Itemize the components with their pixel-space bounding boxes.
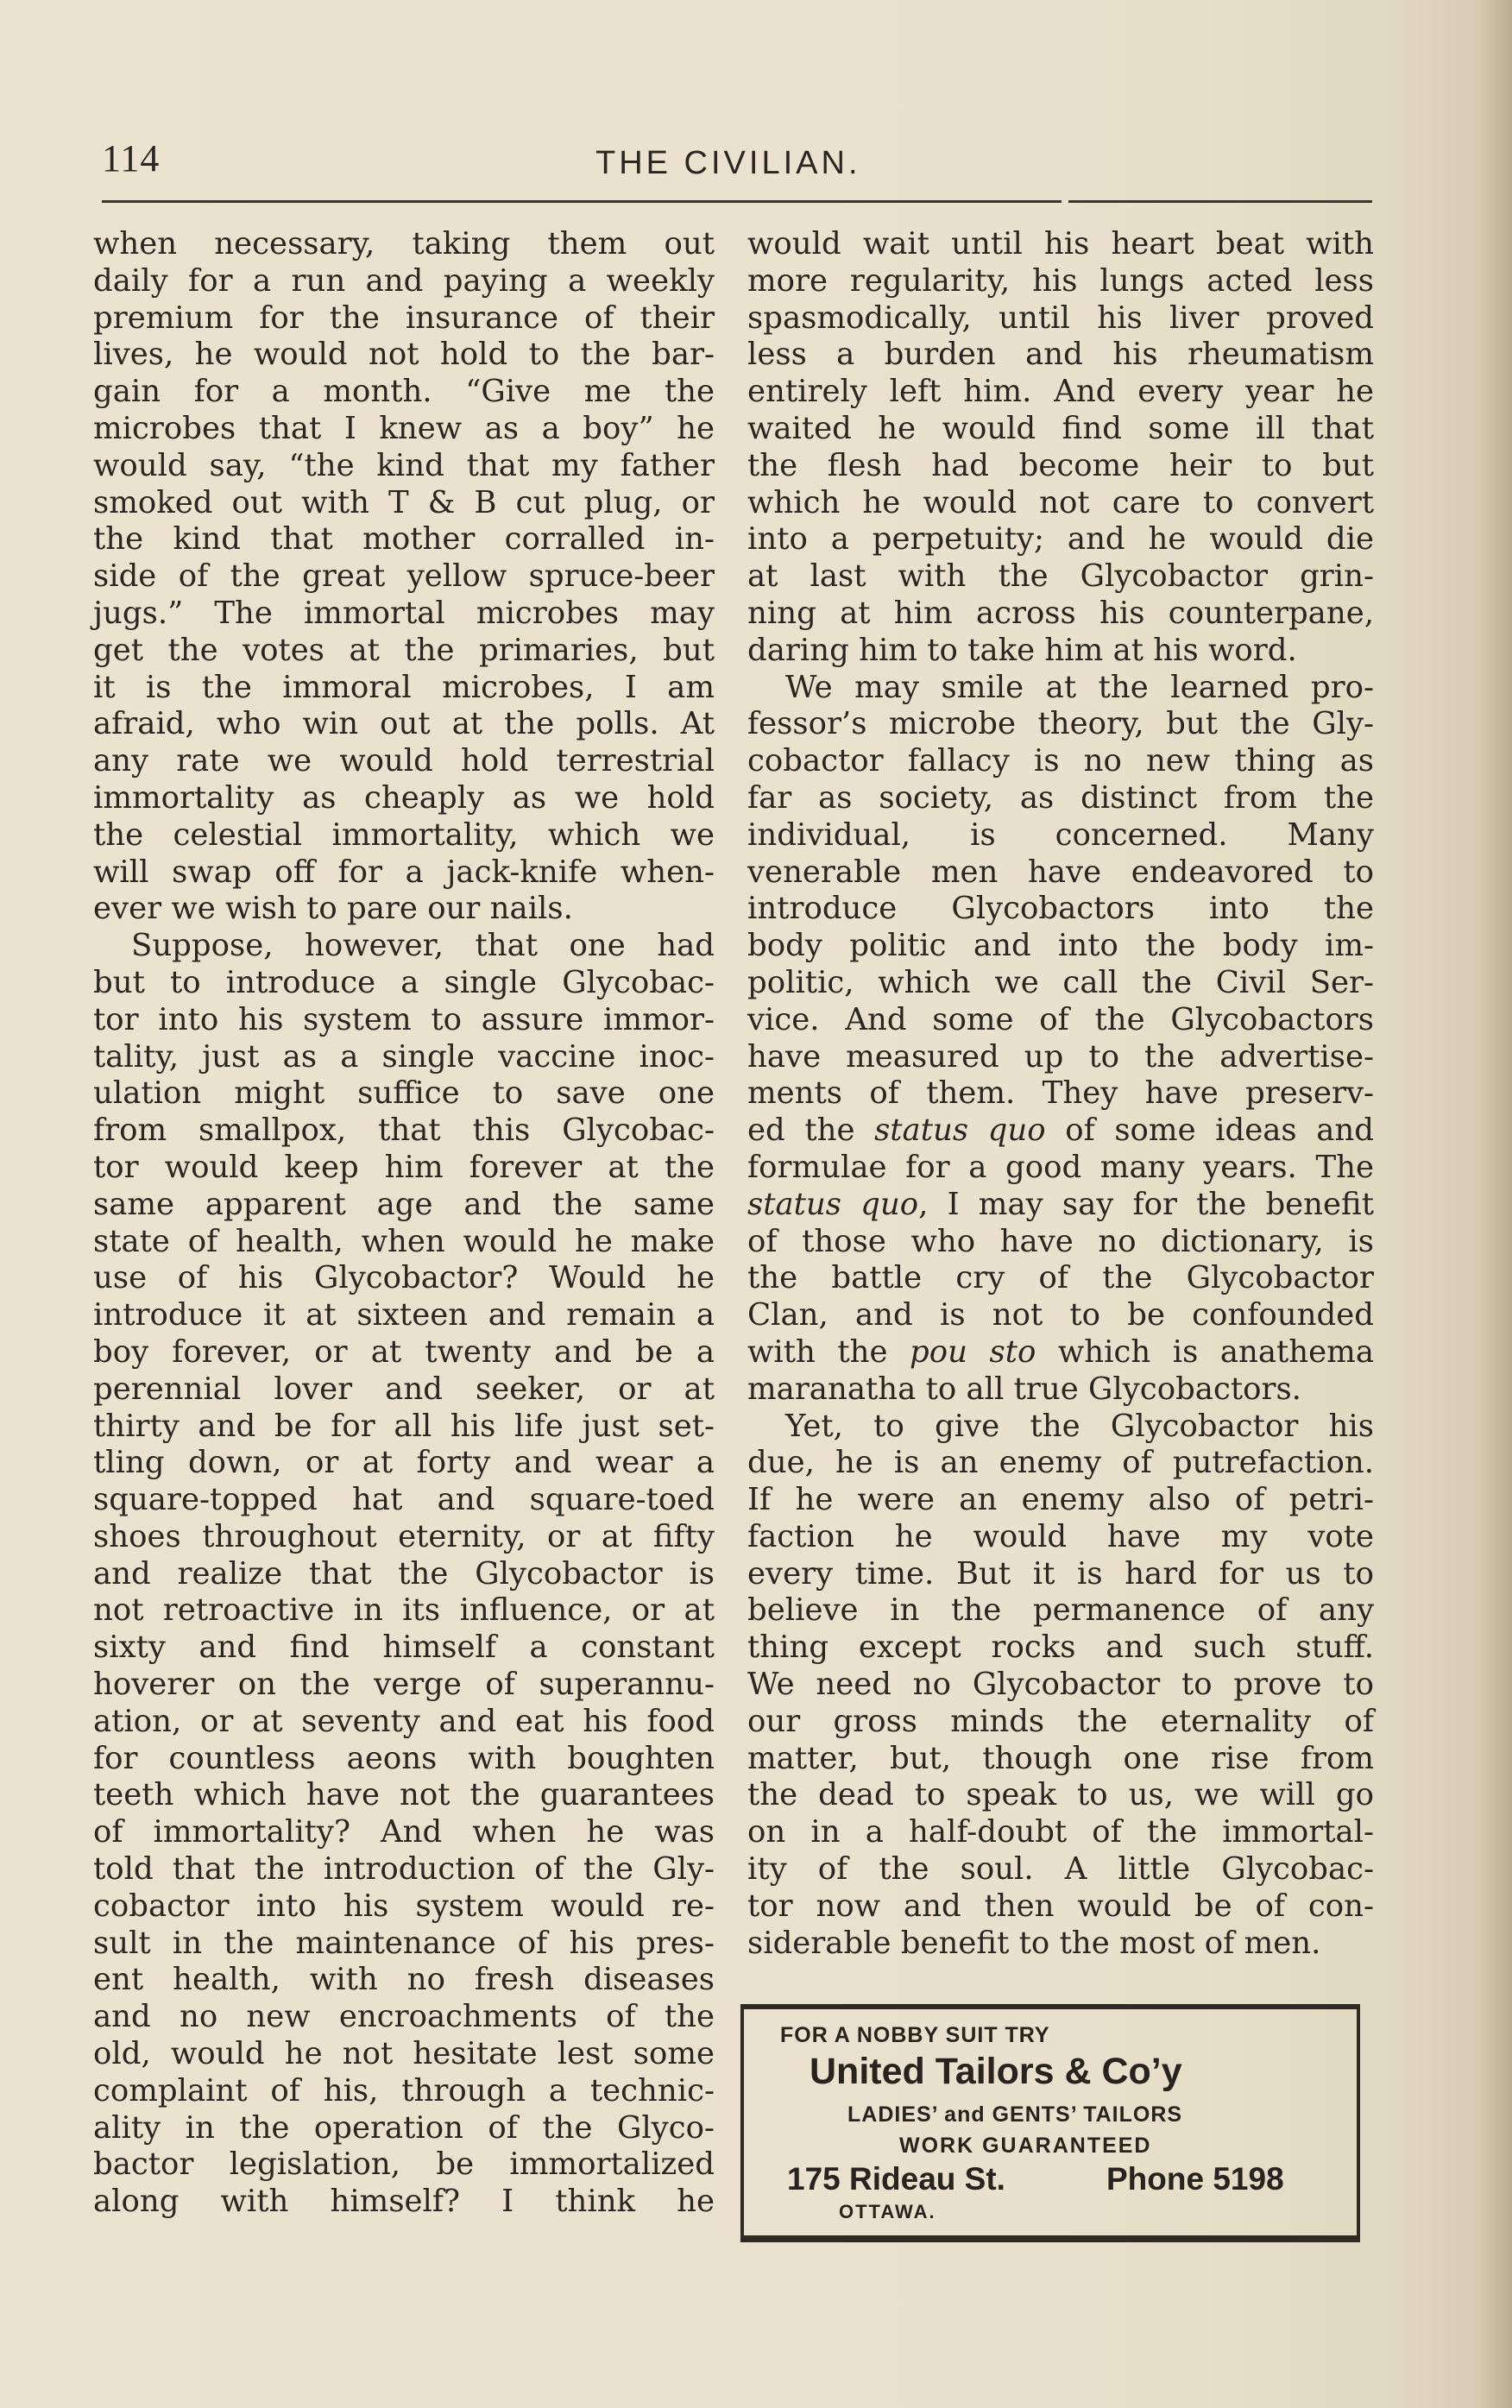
text-line: and no new encroachments of the	[93, 1999, 715, 2035]
text-line: immortality as cheaply as we hold	[93, 779, 715, 816]
text-line: from smallpox, that this Glycobac-	[93, 1113, 715, 1149]
ad-phone: Phone 5198	[1106, 2161, 1284, 2197]
ad-city: OTTAWA.	[839, 2201, 936, 2222]
text-line: which he would not care to convert	[747, 484, 1374, 520]
text-line: status quo, I may say for the benefit	[747, 1186, 1374, 1222]
text-line: the celestial immortality, which we	[93, 816, 715, 853]
text-line: perennial lover and seeker, or at	[93, 1371, 715, 1407]
text-line: politic, which we call the Civil Ser-	[747, 964, 1374, 1000]
ad-subtitle: LADIES’ and GENTS’ TAILORS	[847, 2102, 1183, 2127]
text-line: microbes that I knew as a boy” he	[93, 410, 715, 446]
header-rule-right	[1068, 200, 1372, 203]
text-line: tling down, or at forty and wear a	[93, 1445, 715, 1481]
text-line: sixty and find himself a constant	[93, 1629, 715, 1666]
text-line: would say, “the kind that my father	[93, 447, 715, 483]
left-text-column	[93, 226, 715, 2221]
text-line: tor would keep him forever at the	[93, 1149, 715, 1185]
text-line: but to introduce a single Glycobac-	[93, 964, 715, 1000]
text-line: due, he is an enemy of putrefaction.	[747, 1445, 1374, 1481]
text-line: of those who have no dictionary, is	[747, 1223, 1374, 1259]
paragraph-start-line: Suppose, however, that one had	[131, 928, 715, 964]
text-line: teeth which have not the guarantees	[93, 1777, 715, 1813]
header-rule-left	[102, 200, 1062, 203]
text-line: tor into his system to assure immor-	[93, 1001, 715, 1037]
page-number: 114	[102, 137, 161, 180]
text-line: If he were an enemy also of petri-	[747, 1482, 1374, 1518]
text-line: with the pou sto which is anathema	[747, 1333, 1375, 1370]
text-line: shoes throughout eternity, or at fifty	[93, 1518, 715, 1554]
ad-guarantee: WORK GUARANTEED	[899, 2134, 1152, 2158]
text-line: daring him to take him at his word.	[747, 632, 1297, 668]
text-line: ality in the operation of the Glyco-	[93, 2109, 715, 2146]
text-line: ation, or at seventy and eat his food	[93, 1703, 715, 1739]
text-line: it is the immoral microbes, I am	[93, 669, 715, 705]
text-line: tality, just as a single vaccine inoc-	[93, 1038, 715, 1075]
text-line: would wait until his heart beat with	[747, 226, 1374, 262]
text-line: sult in the maintenance of his pres-	[93, 1925, 715, 1961]
text-line: formulae for a good many years. The	[747, 1149, 1374, 1185]
text-line: any rate we would hold terrestrial	[93, 743, 715, 779]
ad-lead-line: FOR A NOBBY SUIT TRY	[780, 2023, 1050, 2047]
text-line: ning at him across his counterpane,	[747, 595, 1374, 631]
text-line: complaint of his, through a technic-	[93, 2072, 715, 2109]
text-line: will swap off for a jack-knife when-	[93, 854, 715, 890]
text-line: gain for a month. “Give me the	[93, 374, 715, 410]
text-line: venerable men have endeavored to	[747, 854, 1374, 890]
text-line: of immortality? And when he was	[93, 1814, 715, 1850]
text-line: every time. But it is hard for us to	[747, 1555, 1374, 1592]
text-line: cobactor into his system would re-	[93, 1888, 715, 1924]
text-line: Clan, and is not to be confounded	[747, 1297, 1374, 1333]
page-edge	[1477, 0, 1512, 2408]
text-line: same apparent age and the same	[93, 1186, 715, 1222]
text-line: boy forever, or at twenty and be a	[93, 1333, 715, 1370]
text-line: into a perpetuity; and he would die	[747, 521, 1374, 558]
text-line: bactor legislation, be immortalized	[93, 2146, 715, 2183]
text-line: afraid, who win out at the polls. At	[93, 706, 715, 742]
text-line: thirty and be for all his life just set-	[93, 1408, 715, 1444]
text-line: hoverer on the verge of superannu-	[93, 1667, 715, 1703]
text-line: believe in the permanence of any	[747, 1592, 1374, 1629]
text-line: lives, he would not hold to the bar-	[93, 337, 715, 373]
text-line: and realize that the Glycobactor is	[93, 1555, 715, 1592]
text-line: smoked out with T & B cut plug, or	[93, 484, 715, 520]
text-line: the kind that mother corralled in-	[93, 521, 715, 558]
text-line: introduce it at sixteen and remain a	[93, 1297, 715, 1333]
text-line: fessor’s microbe theory, but the Gly-	[747, 706, 1374, 742]
text-line: ent health, with no fresh diseases	[93, 1962, 715, 1998]
text-line: the battle cry of the Glycobactor	[747, 1260, 1374, 1296]
running-title: THE CIVILIAN.	[595, 145, 861, 181]
text-line: cobactor fallacy is no new thing as	[747, 743, 1374, 779]
text-line: use of his Glycobactor? Would he	[93, 1260, 715, 1296]
text-line: individual, is concerned. Many	[747, 816, 1374, 853]
text-line: for countless aeons with boughten	[93, 1740, 715, 1776]
text-line: ments of them. They have preserv-	[747, 1075, 1374, 1112]
text-line: ity of the soul. A little Glycobac-	[747, 1851, 1374, 1888]
text-line: not retroactive in its influence, or at	[93, 1592, 715, 1629]
text-line: spasmodically, until his liver proved	[747, 299, 1374, 336]
text-line: thing except rocks and such stuff.	[747, 1629, 1374, 1666]
text-line: vice. And some of the Glycobactors	[747, 1001, 1374, 1037]
text-line: premium for the insurance of their	[93, 299, 715, 336]
text-line: daily for a run and paying a weekly	[93, 262, 715, 299]
text-line: along with himself? I think he	[93, 2184, 715, 2220]
right-text-column	[747, 226, 1374, 1962]
text-line: the dead to speak to us, we will go	[747, 1777, 1374, 1813]
ad-business-name: United Tailors & Co’y	[810, 2051, 1182, 2092]
tailor-advertisement	[740, 2004, 1360, 2242]
text-line: introduce Glycobactors into the	[747, 891, 1374, 927]
text-line: tor now and then would be of con-	[747, 1888, 1374, 1924]
text-line: ed the status quo of some ideas and	[747, 1113, 1374, 1149]
text-line: side of the great yellow spruce-beer	[93, 558, 715, 595]
paragraph-start-line: Yet, to give the Glycobactor his	[785, 1408, 1374, 1444]
text-line: our gross minds the eternality of	[747, 1703, 1374, 1739]
text-line: We need no Glycobactor to prove to	[747, 1667, 1374, 1703]
text-line: more regularity, his lungs acted less	[747, 262, 1374, 299]
text-line: ever we wish to pare our nails.	[93, 891, 573, 927]
text-line: entirely left him. And every year he	[747, 374, 1374, 410]
ad-address: 175 Rideau St.	[787, 2161, 1005, 2197]
text-line: jugs.” The immortal microbes may	[93, 595, 715, 631]
paragraph-start-line: We may smile at the learned pro-	[785, 669, 1374, 705]
text-line: on in a half-doubt of the immortal-	[747, 1814, 1374, 1850]
text-line: told that the introduction of the Gly-	[93, 1851, 715, 1888]
text-line: square-topped hat and square-toed	[93, 1482, 715, 1518]
text-line: old, would he not hesitate lest some	[93, 2036, 715, 2072]
text-line: far as society, as distinct from the	[747, 779, 1374, 816]
text-line: the flesh had become heir to but	[747, 447, 1374, 483]
text-line: have measured up to the advertise-	[747, 1038, 1374, 1075]
text-line: faction he would have my vote	[747, 1518, 1374, 1554]
text-line: when necessary, taking them out	[93, 226, 715, 262]
text-line: maranatha to all true Glycobactors.	[747, 1371, 1301, 1407]
text-line: ulation might suffice to save one	[93, 1075, 715, 1112]
text-line: body politic and into the body im-	[747, 928, 1374, 964]
text-line: waited he would find some ill that	[747, 410, 1374, 446]
text-line: state of health, when would he make	[93, 1223, 715, 1259]
text-line: less a burden and his rheumatism	[747, 337, 1374, 373]
text-line: matter, but, though one rise from	[747, 1740, 1374, 1776]
text-line: at last with the Glycobactor grin-	[747, 558, 1374, 595]
text-line: siderable benefit to the most of men.	[747, 1925, 1321, 1961]
text-line: get the votes at the primaries, but	[93, 632, 715, 668]
